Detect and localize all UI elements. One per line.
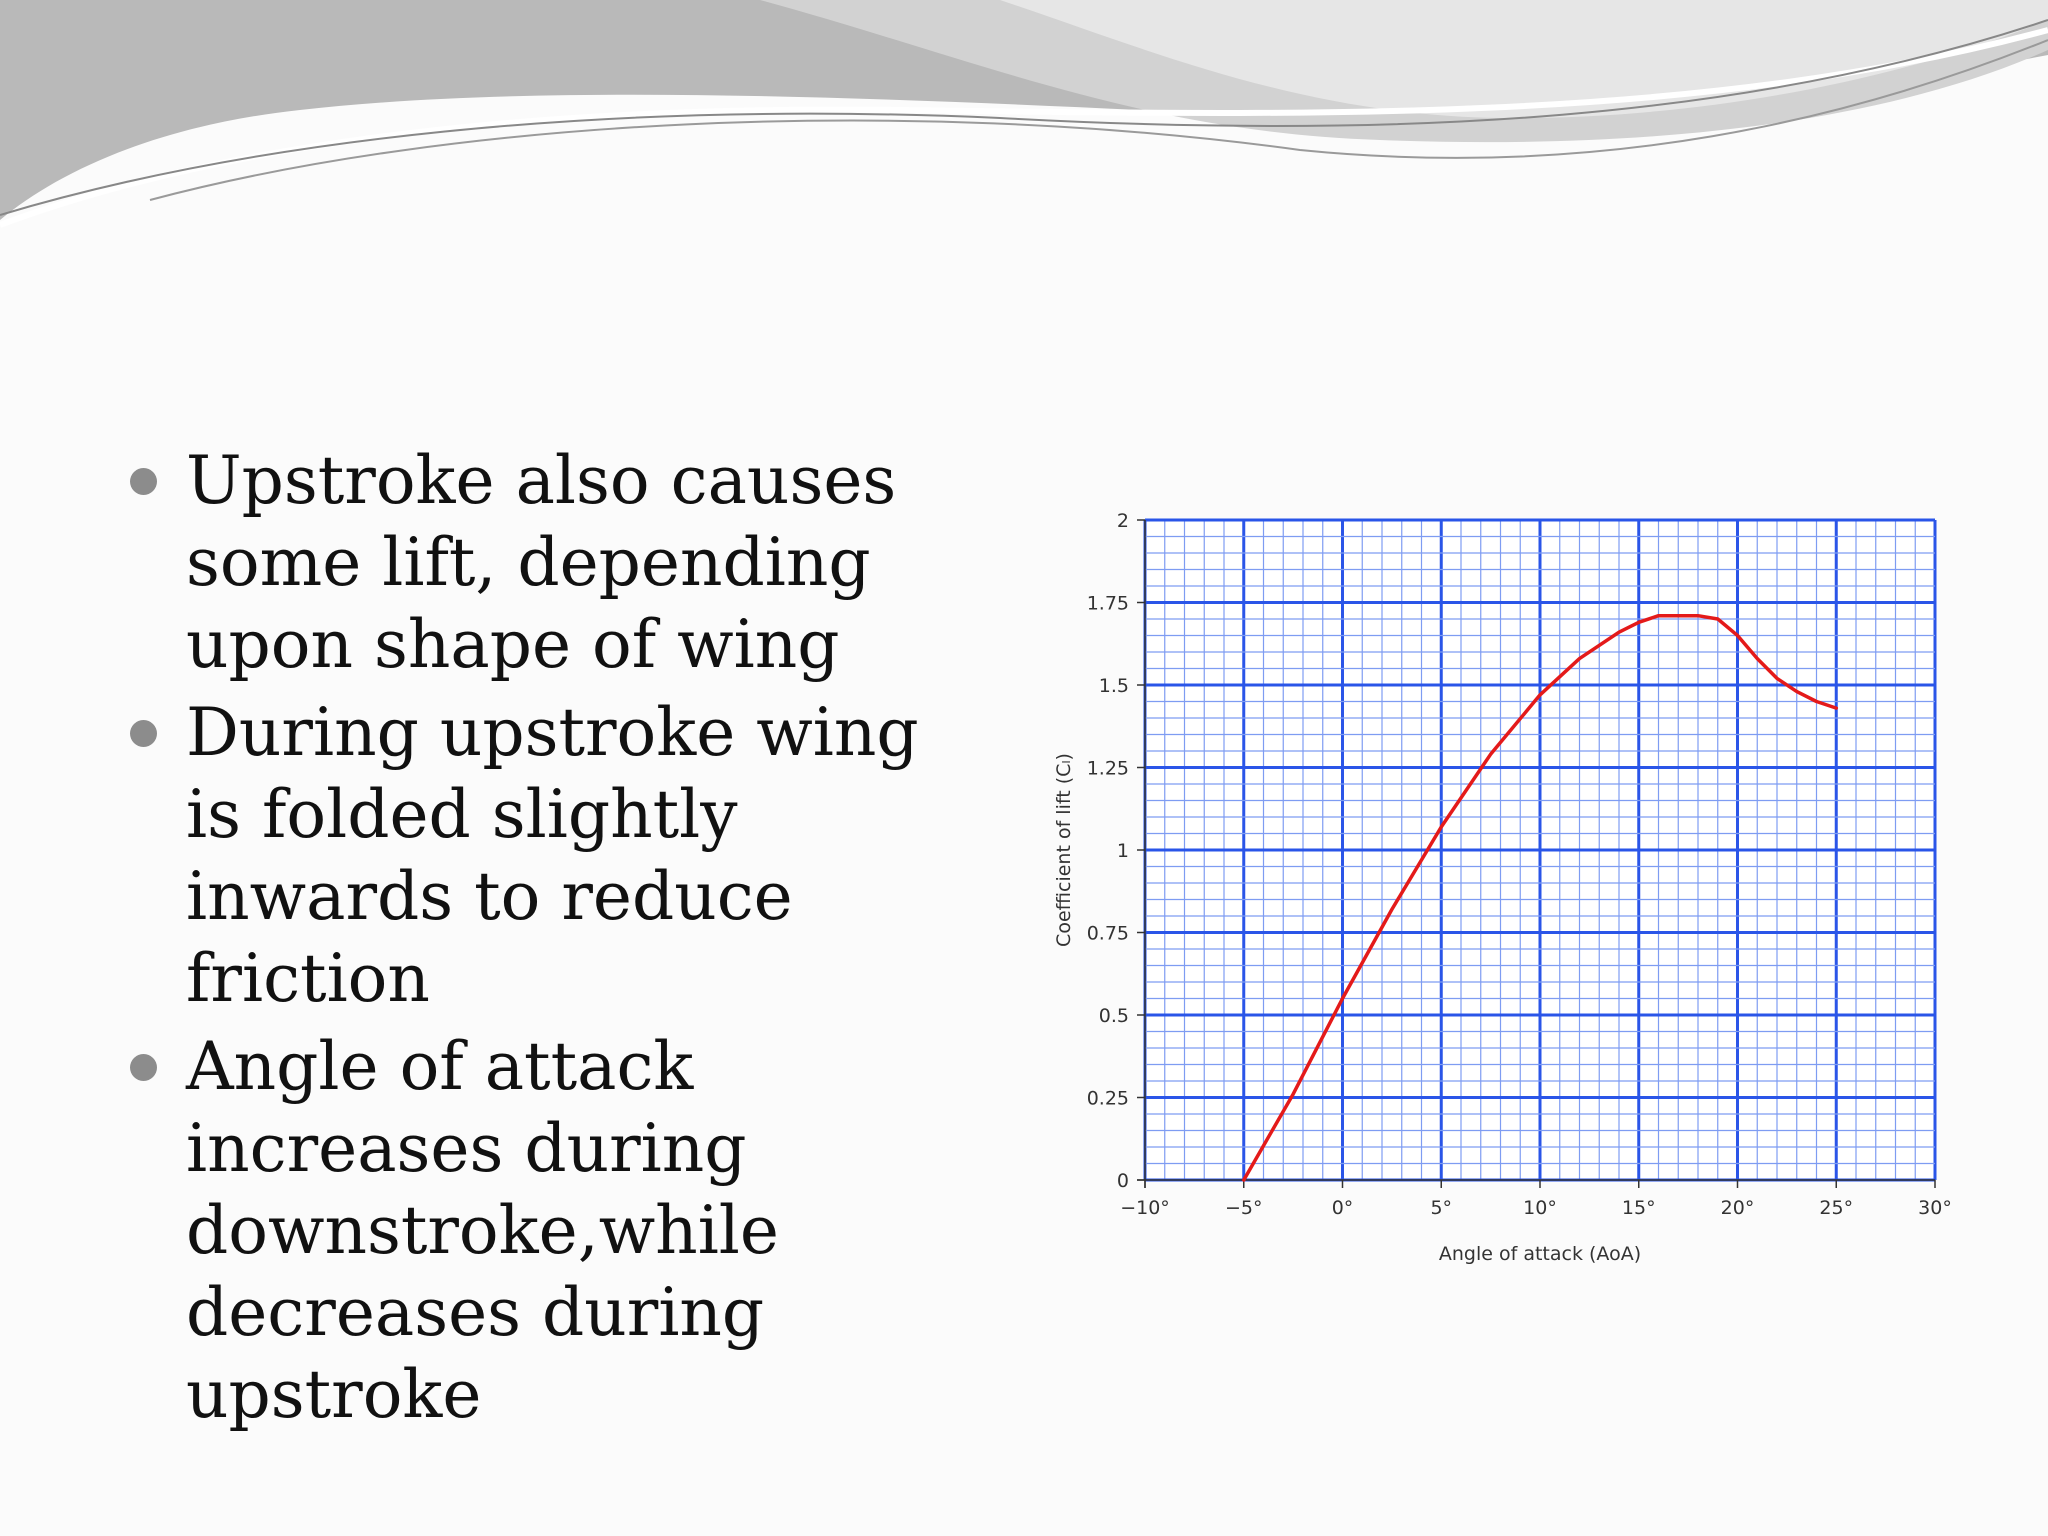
x-tick-label: −5° — [1224, 1197, 1263, 1219]
x-tick-label: 5° — [1430, 1197, 1453, 1219]
bullet-list — [128, 440, 988, 1442]
x-tick-label: 10° — [1523, 1197, 1557, 1219]
y-tick-label: 1 — [1116, 840, 1129, 862]
x-tick-label: 0° — [1331, 1197, 1354, 1219]
bullet-dot-icon — [130, 720, 157, 747]
x-tick-label: 20° — [1720, 1197, 1755, 1219]
y-tick-label: 0.25 — [1086, 1087, 1129, 1110]
bullet-item — [128, 1026, 988, 1436]
y-tick-label: 1.5 — [1098, 675, 1129, 697]
bullet-text: During upstroke wing is folded slightly inwards to reduce friction — [186, 694, 919, 1017]
header-wave-decoration — [0, 0, 2048, 260]
y-axis-label: Coefficient of lift (Cₗ) — [1053, 753, 1075, 947]
lift-coefficient-chart — [1040, 500, 1980, 1300]
y-tick-label: 0 — [1116, 1170, 1129, 1192]
bullet-item — [128, 440, 988, 686]
chart-grid — [1145, 520, 1935, 1180]
y-tick-label: 1.25 — [1086, 757, 1129, 780]
y-tick-label: 2 — [1116, 510, 1129, 532]
x-tick-label: 30° — [1918, 1197, 1952, 1219]
bullet-text: Angle of attack increases during downstroke,while decreases during upstroke — [186, 1028, 779, 1433]
y-tick-label: 0.75 — [1086, 922, 1129, 945]
x-tick-label: 25° — [1819, 1197, 1854, 1219]
x-tick-label: 15° — [1621, 1197, 1656, 1219]
x-tick-label: −10° — [1120, 1197, 1170, 1219]
bullet-text: Upstroke also causes some lift, depending upon shape of wing — [186, 442, 897, 683]
x-axis-label: Angle of attack (AoA) — [1438, 1243, 1642, 1265]
y-tick-label: 0.5 — [1098, 1005, 1129, 1027]
y-tick-label: 1.75 — [1086, 592, 1129, 615]
bullet-item — [128, 692, 988, 1020]
bullet-dot-icon — [130, 468, 157, 495]
bullet-dot-icon — [130, 1054, 157, 1081]
